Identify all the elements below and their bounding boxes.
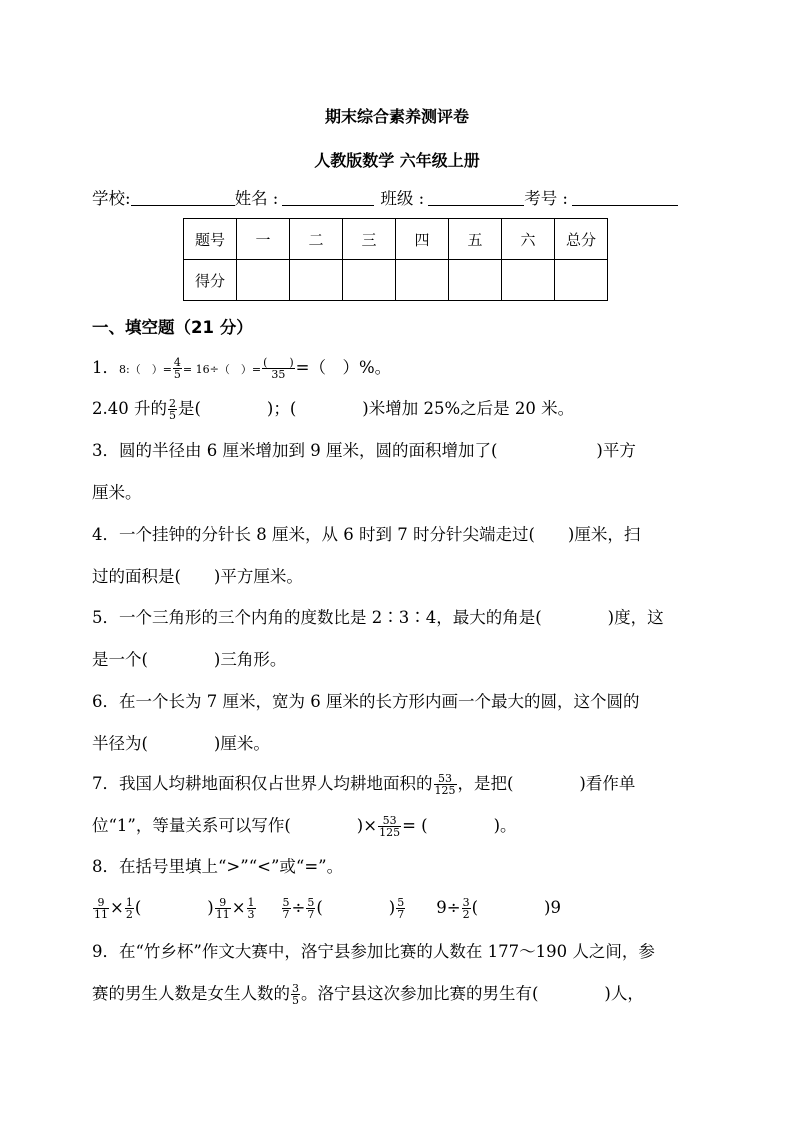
q9-part-b: 。洛宁县这次参加比赛的男生有( )人， [301,984,644,1003]
score-cell[interactable] [555,260,608,301]
q2-part-b: 是( )；( )米增加 25%之后是 20 米。 [177,399,575,418]
operator: × [231,898,246,917]
question-7-line-1 [92,772,702,796]
exam-title: 期末综合素养测评卷 [324,107,469,126]
school-label: 学校: [92,189,131,208]
student-info-line [92,187,678,211]
question-4-line-2: 过的面积是( )平方厘米。 [92,567,303,586]
score-row-label: 得分 [184,260,237,301]
numerator: 5 [397,896,405,909]
q9-part-a: 赛的男生人数是女生人数的 [92,984,290,1003]
fraction [396,897,405,920]
denominator: 5 [292,994,299,1007]
numerator: 4 [173,356,181,369]
score-table-cell: 一 [237,219,290,260]
denominator: 7 [397,908,405,921]
q7-line2-part-a: 位“1”，等量关系可以写作( )× [92,816,378,835]
score-table [183,218,608,301]
fraction [215,897,231,920]
numerator: 53 [382,814,397,827]
denominator: 7 [282,908,290,921]
q7-line2-part-b: = ( )。 [402,816,517,835]
denominator: 125 [434,784,456,797]
score-table-header-row [184,219,608,260]
name-label: 姓名 : [234,189,279,208]
fraction [247,897,256,920]
question-8-line-1: 8．在括号里填上“>”“<”或“=”。 [92,857,344,876]
operator: × [110,898,124,917]
answer-blank[interactable]: ( ) [134,898,214,917]
numerator: 2 [168,397,176,410]
denominator: 3 [247,908,255,921]
numerator: 5 [307,896,315,909]
score-table-cell: 三 [343,219,396,260]
q1-part-a: 8:（ ）= [119,363,172,376]
score-cell[interactable] [343,260,396,301]
score-cell[interactable] [237,260,290,301]
fraction [125,897,134,920]
operator: ÷ [291,898,306,917]
score-cell[interactable] [290,260,343,301]
expression-text: 9 [550,898,561,917]
q1-number: 1． [92,358,119,377]
score-table-cell: 题号 [184,219,237,260]
q1-fraction-1 [173,357,182,380]
denominator: 11 [215,908,230,921]
denominator: 11 [94,908,108,921]
fraction [462,897,471,920]
q1-part-b: = 16÷（ ）= [182,363,262,376]
score-cell[interactable] [502,260,555,301]
question-8-comparisons [92,896,702,920]
q7-part-b: ，是把( )看作单 [457,774,636,793]
fraction [306,897,315,920]
question-2 [92,397,702,421]
question-4-line-1: 4．一个挂钟的分针长 8 厘米，从 6 时到 7 时分针尖端走过( )厘米，扫 [92,525,641,544]
score-table-cell: 总分 [555,219,608,260]
exam-no-label: 考号 : [524,189,568,208]
score-cell[interactable] [396,260,449,301]
numerator: 5 [282,896,290,909]
q2-fraction [168,398,177,421]
q9-fraction [291,983,300,1006]
question-6-line-1: 6．在一个长为 7 厘米，宽为 6 厘米的长方形内画一个最大的圆，这个圆的 [92,692,640,711]
answer-blank[interactable]: ( ) [471,898,551,917]
denominator: 2 [125,908,133,921]
answer-blank[interactable]: ( ) [316,898,396,917]
q8-expr-2 [281,896,407,921]
q7-line2-fraction [378,815,401,838]
q7-fraction [434,773,457,796]
expression-text: 9÷ [436,898,461,917]
numerator: 3 [292,982,299,995]
score-cell[interactable] [449,260,502,301]
question-5-line-2: 是一个( )三角形。 [92,650,287,669]
fraction [282,897,291,920]
score-table-cell: 五 [449,219,502,260]
question-3-line-1: 3．圆的半径由 6 厘米增加到 9 厘米，圆的面积增加了( )平方 [92,441,636,460]
score-table-cell: 四 [396,219,449,260]
numerator: 53 [438,772,452,785]
numerator: ( ) [263,356,294,369]
denominator: 7 [307,908,315,921]
q8-expr-3 [436,896,561,921]
question-9-line-2 [92,982,702,1006]
denominator: 5 [168,409,176,422]
denominator: 35 [262,368,295,380]
q8-expr-1 [92,896,257,921]
question-9-line-1: 9．在“竹乡杯”作文大赛中，洛宁县参加比赛的人数在 177～190 人之间，参 [92,942,655,961]
exam-no-field[interactable] [572,189,678,206]
question-7-line-2 [92,814,702,838]
numerator: 9 [219,896,227,909]
denominator: 5 [173,368,181,381]
denominator: 2 [462,908,470,921]
numerator: 9 [97,896,105,909]
section-heading: 一、填空题（21 分） [92,318,253,337]
numerator: 1 [247,896,255,909]
school-field[interactable] [131,189,235,206]
fraction [93,897,109,920]
question-3-line-2: 厘米。 [92,483,142,502]
numerator: 1 [125,896,133,909]
question-5-line-1: 5．一个三角形的三个内角的度数比是 2∶3∶4，最大的角是( )度，这 [92,608,664,627]
question-6-line-2: 半径为( )厘米。 [92,734,270,753]
name-field[interactable] [282,189,374,206]
score-table-score-row [184,260,608,301]
q2-part-a: 2.40 升的 [92,399,167,418]
score-table-cell: 六 [502,219,555,260]
q1-fraction-2 [262,357,295,380]
numerator: 3 [462,896,470,909]
q7-part-a: 7．我国人均耕地面积仅占世界人均耕地面积的 [92,774,433,793]
exam-subtitle: 人教版数学 六年级上册 [314,151,480,170]
q1-part-c: =（ ）%。 [295,358,392,377]
denominator: 125 [379,826,401,839]
class-field[interactable] [428,189,524,206]
class-label: 班级 : [380,189,425,208]
score-table-cell: 二 [290,219,343,260]
question-1 [92,356,702,382]
